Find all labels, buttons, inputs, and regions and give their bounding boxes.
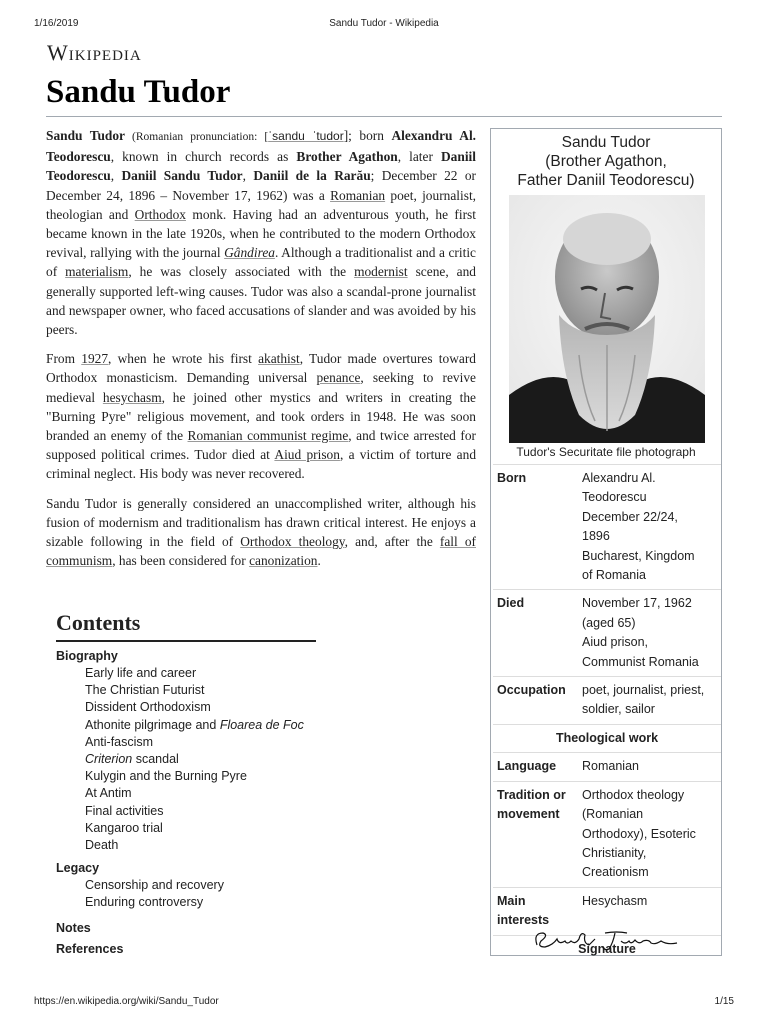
occupation-value: poet, journalist, priest, soldier, sailor	[578, 677, 721, 725]
print-url: https://en.wikipedia.org/wiki/Sandu_Tudor	[34, 996, 219, 1007]
language-value: Romanian	[578, 753, 721, 781]
link-orthodox-theology[interactable]: Orthodox theology	[240, 534, 345, 550]
print-header	[0, 18, 768, 32]
toc-item-criterion-scandal[interactable]: Criterion scandal	[85, 752, 179, 767]
link-modernist[interactable]: modernist	[354, 264, 408, 280]
tradition-label: Tradition or movement	[493, 781, 578, 887]
interests-value: Hesychasm	[578, 887, 721, 935]
tradition-value: Orthodox theology (Romanian Orthodoxy), Esoteric Christianity, Creationism	[578, 781, 721, 887]
toc-heading: Contents	[56, 610, 316, 642]
toc-item-biography[interactable]: Biography	[56, 649, 118, 663]
paragraph-2: From 1927, when he wrote his first akathist, Tudor made overtures toward Orthodox monasticism. Demanding universal penance, seeking to revive medieval hesychasm, he joined other mystics and writers in creating the "Burning Pyre" religious movement, and took orders in 1948. He was soon branded an enemy of the Romanian communist regime, and twice arrested for supposed political crimes. Tudor died at Aiud prison, a victim of torture and criminal neglect. His body was never recovered.	[46, 351, 477, 482]
link-communist-regime[interactable]: Romanian communist regime	[187, 428, 349, 444]
print-footer	[0, 996, 768, 1010]
born-value: Alexandru Al. Teodorescu December 22/24, 1896 Bucharest, Kingdom of Romania	[578, 465, 721, 590]
title-divider	[46, 116, 722, 117]
toc-item-references[interactable]: References	[56, 941, 124, 956]
article-body	[46, 126, 476, 580]
link-fall-of-communism[interactable]: fall of communism	[46, 534, 476, 569]
portrait-photo[interactable]	[509, 195, 705, 443]
link-penance[interactable]: penance	[316, 370, 361, 386]
link-gandirea[interactable]: Gândirea	[224, 245, 275, 261]
infobox-row-theological-heading	[493, 724, 721, 752]
link-akathist[interactable]: akathist	[258, 351, 300, 367]
photo-caption: Tudor's Securitate file photograph	[516, 445, 696, 459]
toc-item-athonite-pilgrimage[interactable]: Athonite pilgrimage and Floarea de Foc	[85, 717, 304, 732]
occupation-label: Occupation	[493, 677, 578, 725]
language-label: Language	[493, 753, 578, 781]
died-label: Died	[493, 590, 578, 677]
toc-item-legacy[interactable]: Legacy	[56, 861, 100, 876]
signature-image	[531, 927, 681, 953]
wikipedia-wordmark[interactable]: Wikipedia	[47, 40, 142, 65]
print-page-number: 1/15	[714, 996, 734, 1007]
link-materialism[interactable]: materialism	[65, 264, 129, 280]
infobox	[490, 128, 722, 956]
born-label: Born	[493, 465, 578, 590]
link-hesychasm[interactable]: hesychasm	[102, 389, 162, 405]
toc-item-anti-fascism[interactable]: Anti-fascism	[85, 734, 154, 749]
infobox-row-died	[493, 590, 721, 677]
subject-name: Sandu Tudor	[46, 128, 125, 143]
infobox-row-tradition	[493, 781, 721, 887]
infobox-row-occupation	[493, 677, 721, 725]
theological-work-heading: Theological work	[493, 724, 721, 752]
infobox-table	[493, 464, 721, 963]
toc-item-christian-futurist[interactable]: The Christian Futurist	[85, 683, 205, 698]
interests-label: Main interests	[493, 887, 578, 935]
table-of-contents	[56, 610, 316, 958]
infobox-row-language	[493, 753, 721, 781]
link-romanian[interactable]: Romanian	[330, 187, 386, 203]
toc-item-censorship[interactable]: Censorship and recovery	[85, 878, 224, 893]
toc-item-dissident-orthodoxism[interactable]: Dissident Orthodoxism	[85, 700, 211, 715]
toc-item-final-activities[interactable]: Final activities	[85, 803, 164, 818]
toc-item-notes[interactable]: Notes	[56, 920, 91, 935]
infobox-row-born	[493, 465, 721, 590]
paragraph-3: Sandu Tudor is generally considered an unaccomplished writer, although his fusion of modernism and traditionalism has drawn critical interest. He enjoys a sizable following in the field of Orthodox theology, and, after the fall of communism, has been considered for canonization.	[46, 495, 476, 569]
signature-heading: Signature	[493, 935, 721, 963]
died-value: November 17, 1962 (aged 65) Aiud prison, Communist Romania	[578, 590, 721, 677]
paragraph-1: Sandu Tudor (Romanian pronunciation: [ˈsandu ˈtudor]; born Alexandru Al. Teodorescu, known in church records as Brother Agathon, later Daniil Teodorescu, Daniil Sandu Tudor, Daniil de la Rarău; December 22 or December 24, 1896 – November 17, 1962) was a Romanian poet, journalist, theologian and Orthodox monk. Having had an adventurous youth, he first became known in the late 1920s, when he contributed to the modern Orthodox revival, rallying with the journal Gândirea. Although a traditionalist and a critic of materialism, he was closely associated with the modernist scene, and generally supported left-wing causes. Tudor was also a scandal-prone journalist and newspaper owner, who faced accusations of slander and was avoided by his peers.	[46, 128, 477, 338]
toc-item-death[interactable]: Death	[85, 838, 119, 853]
toc-item-kangaroo-trial[interactable]: Kangaroo trial	[85, 820, 163, 835]
link-aiud-prison[interactable]: Aiud prison	[274, 447, 340, 463]
toc-item-early-life[interactable]: Early life and career	[85, 666, 197, 680]
toc-item-enduring-controversy[interactable]: Enduring controversy	[85, 895, 204, 910]
infobox-title: Sandu Tudor (Brother Agathon, Father Daniil Teodorescu)	[517, 134, 695, 189]
link-orthodox[interactable]: Orthodox	[134, 206, 186, 222]
print-page-title: Sandu Tudor - Wikipedia	[329, 18, 439, 29]
link-canonization[interactable]: canonization	[249, 553, 318, 569]
article-title: Sandu Tudor	[46, 74, 231, 110]
toc-item-kulygin[interactable]: Kulygin and the Burning Pyre	[85, 769, 247, 784]
toc-item-at-antim[interactable]: At Antim	[85, 786, 132, 801]
print-date: 1/16/2019	[34, 18, 79, 29]
pronunciation-link[interactable]: ˈsandu ˈtudor	[268, 129, 344, 143]
link-1927[interactable]: 1927	[81, 351, 109, 367]
